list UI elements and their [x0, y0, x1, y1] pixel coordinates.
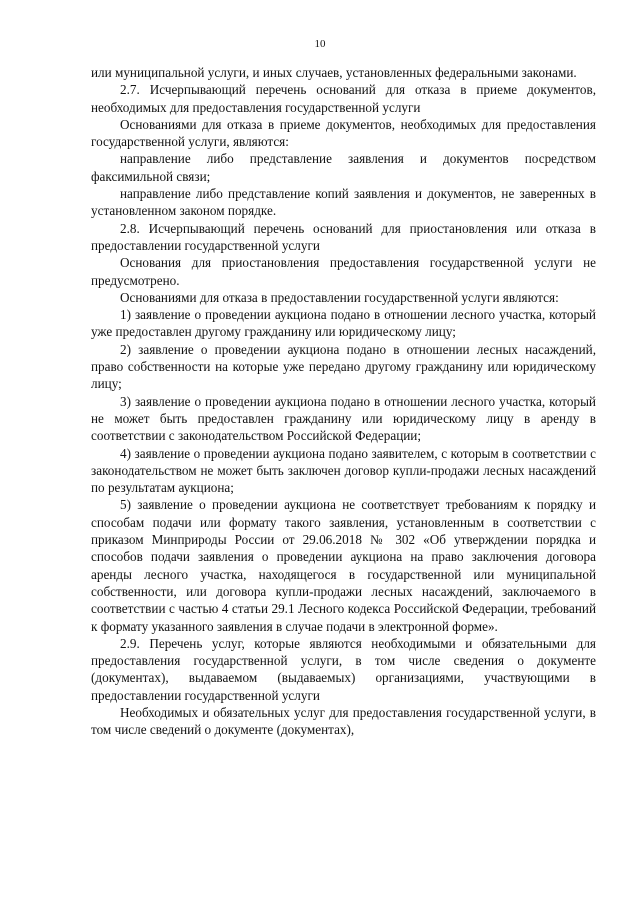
- list-item-2: 2) заявление о проведении аукциона подано в отношении лесных насаждений, право собственности на которые уже передано другому гражданину или юридическому лицу;: [91, 341, 596, 392]
- paragraph-final-fragment: Необходимых и обязательных услуг для предоставления государственной услуги, в том числе сведений о документе (документах),: [91, 704, 596, 738]
- list-item-5: 5) заявление о проведении аукциона не соответствует требованиям к порядку и способам подачи или формату такого заявления, установленным в соответствии с приказом Минприроды России от 29.06.2018 № 302 «Об утверждении порядка и способов подачи заявления о проведении аукциона на право заключения договора аренды лесного участка, находящегося в государственной или муниципальной собственности, или договора купли-продажи лесных насаждений, заключаемого в соответствии с частью 4 статьи 29.1 Лесного кодекса Российской Федерации, требований к формату указанного заявления в случае подачи в электронной форме».: [91, 497, 596, 634]
- paragraph-continuation: или муниципальной услуги, и иных случаев, установленных федеральными законами.: [91, 65, 577, 80]
- paragraph-section-2-9-heading: 2.9. Перечень услуг, которые являются необходимыми и обязательными для предоставления государственной услуги, в том числе сведения о документе (документах), выдаваемом (выдаваемых) организациями, участвующими в предоставлении государственной услуги: [91, 635, 596, 703]
- list-item-3: 3) заявление о проведении аукциона подано в отношении лесного участка, который не может быть предоставлен гражданину или юридическому лицу в аренду в соответствии с законодательством Российской Федерации;: [91, 393, 596, 444]
- paragraph-suspension: Основания для приостановления предоставления государственной услуги не предусмотрено.: [91, 255, 596, 288]
- paragraph-section-2-7-heading: 2.7. Исчерпывающий перечень оснований для отказа в приеме документов, необходимых для предоставления государственной услуги: [91, 82, 596, 115]
- paragraph-grounds-intro: Основаниями для отказа в приеме документов, необходимых для предоставления государственной услуги, являются:: [91, 116, 596, 150]
- paragraph-refusal-intro: Основаниями для отказа в предоставлении государственной услуги являются:: [120, 289, 559, 305]
- paragraph-fax-ground: направление либо представление заявления и документов посредством факсимильной связи;: [91, 151, 596, 184]
- paragraph-section-2-8-heading: 2.8. Исчерпывающий перечень оснований для приостановления или отказа в предоставлении государственной услуги: [91, 220, 596, 253]
- list-item-4: 4) заявление о проведении аукциона подано заявителем, с которым в соответствии с законодательством не может быть заключен договор купли-продажи лесных насаждений по результатам аукциона;: [91, 445, 596, 496]
- document-body: [91, 64, 596, 739]
- list-item-1: 1) заявление о проведении аукциона подано в отношении лесного участка, который уже предоставлен другому гражданину или юридическому лицу;: [91, 307, 596, 340]
- paragraph-copies-ground: направление либо представление копий заявления и документов, не заверенных в установленном законом порядке.: [91, 186, 596, 219]
- page-number: 10: [314, 38, 326, 50]
